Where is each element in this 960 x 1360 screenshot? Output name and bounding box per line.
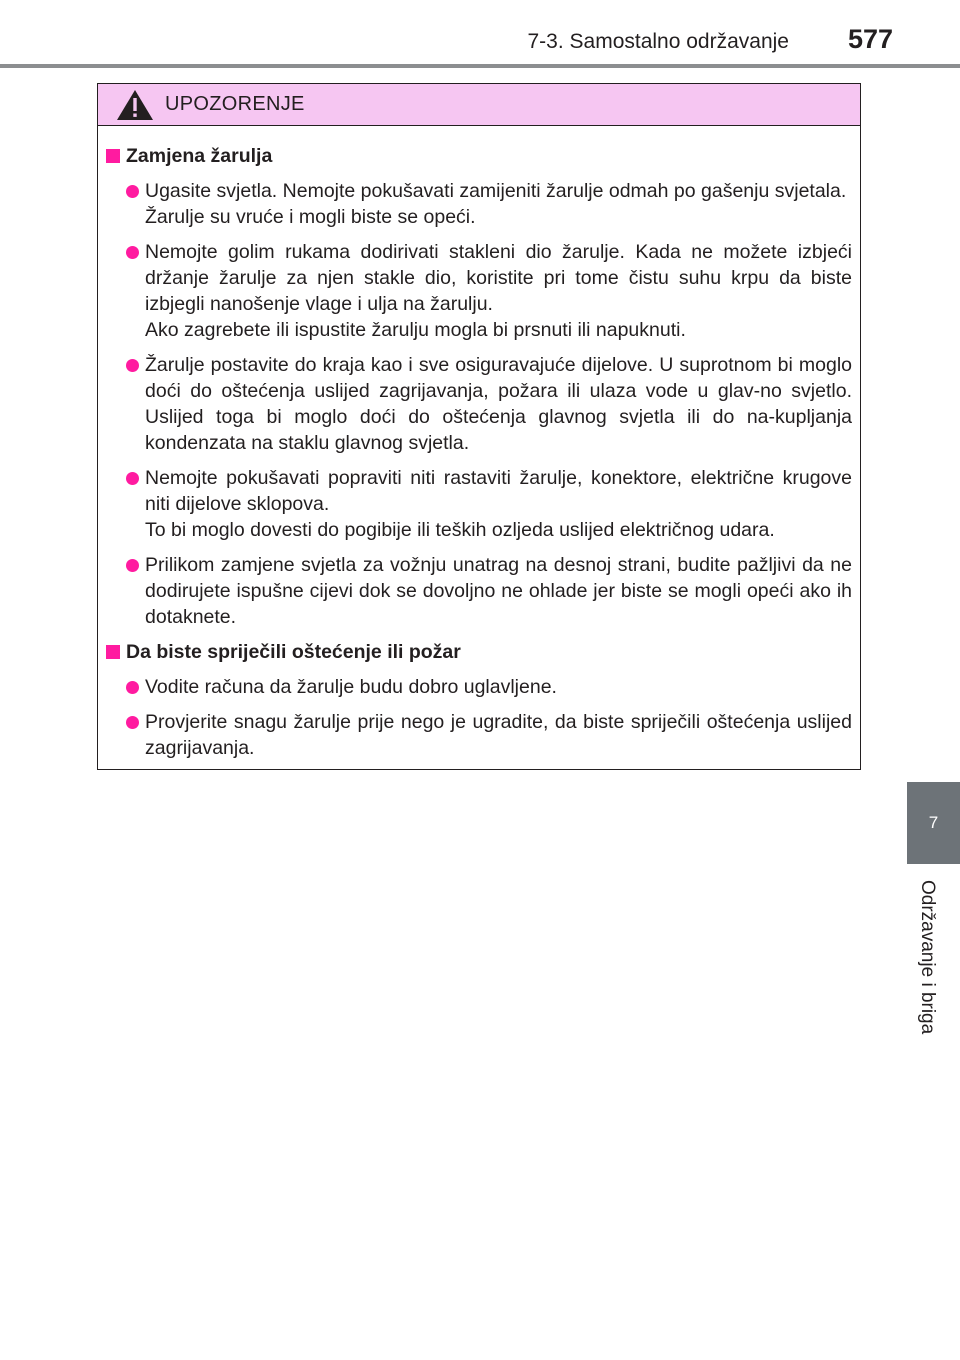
list-item-text: Vodite računa da žarulje budu dobro uglavljene. <box>145 676 557 698</box>
square-bullet-icon <box>106 149 120 163</box>
chapter-label: Održavanje i briga <box>917 880 938 1035</box>
section-heading-text: Da biste spriječili oštećenje ili požar <box>126 641 461 663</box>
circle-bullet-icon <box>126 472 139 485</box>
section-heading-prevent-damage <box>106 639 852 665</box>
circle-bullet-icon <box>126 185 139 198</box>
circle-bullet-icon <box>126 716 139 729</box>
list-item-note: Žarulje su vruće i mogli biste se opeći. <box>145 206 476 228</box>
list-item-text: Provjerite snagu žarulje prije nego je ugradite, da biste spriječili oštećenja uslijed zagrijavanja. <box>145 711 852 759</box>
list-item <box>126 178 852 230</box>
section-title: 7-3. Samostalno održavanje <box>527 30 789 53</box>
list-item-note: To bi moglo dovesti do pogibije ili teških ozljeda uslijed električnog udara. <box>145 519 775 541</box>
list-item <box>126 239 852 343</box>
warning-triangle-icon <box>116 89 154 121</box>
list-item-note: Ako zagrebete ili ispustite žarulju mogla bi prsnuti ili napuknuti. <box>145 319 686 341</box>
page-header <box>0 0 960 68</box>
chapter-number: 7 <box>928 813 939 832</box>
warning-box <box>97 83 861 770</box>
list-item-text: Nemojte pokušavati popraviti niti rastaviti žarulje, konektore, električne krugove niti dijelove sklopova. <box>145 467 852 515</box>
list-item-text: Žarulje postavite do kraja kao i sve osiguravajuće dijelove. U suprotnom bi moglo doći do oštećenja uslijed zagrijavanja, požara ili ulaza vode u glav-no svjetlo. Uslijed toga bi moglo doći do oštećenja glavnog svjetla ili do na-kupljanja kondenzata na staklu glavnog svjetla. <box>145 354 852 454</box>
header-rule <box>0 64 960 68</box>
chapter-tab[interactable] <box>907 782 960 864</box>
section-heading-text: Zamjena žarulja <box>126 145 273 167</box>
list-item <box>126 709 852 761</box>
section-heading-bulb-replacement <box>106 143 852 169</box>
circle-bullet-icon <box>126 246 139 259</box>
list-item-text: Prilikom zamjene svjetla za vožnju unatrag na desnoj strani, budite pažljivi da ne dodirujete ispušne cijevi dok se dovoljno ne ohlade jer biste se mogli opeći ako ih dotaknete. <box>145 554 852 628</box>
circle-bullet-icon <box>126 681 139 694</box>
list-item <box>126 552 852 630</box>
list-item <box>126 465 852 543</box>
page-number: 577 <box>847 24 893 54</box>
warning-header <box>98 84 860 126</box>
circle-bullet-icon <box>126 359 139 372</box>
warning-body <box>98 126 860 761</box>
list-item <box>126 674 852 700</box>
list-item <box>126 352 852 456</box>
circle-bullet-icon <box>126 559 139 572</box>
warning-title: UPOZORENJE <box>165 93 305 115</box>
list-item-text: Ugasite svjetla. Nemojte pokušavati zamijeniti žarulje odmah po gašenju svjetala. <box>145 180 847 202</box>
square-bullet-icon <box>106 645 120 659</box>
list-item-text: Nemojte golim rukama dodirivati stakleni dio žarulje. Kada ne možete izbjeći držanje žarulje za njen stakle dio, koristite pri tome čistu suhu krpu da biste izbjegli nanošenje vlage i ulja na žarulju. <box>145 241 852 315</box>
